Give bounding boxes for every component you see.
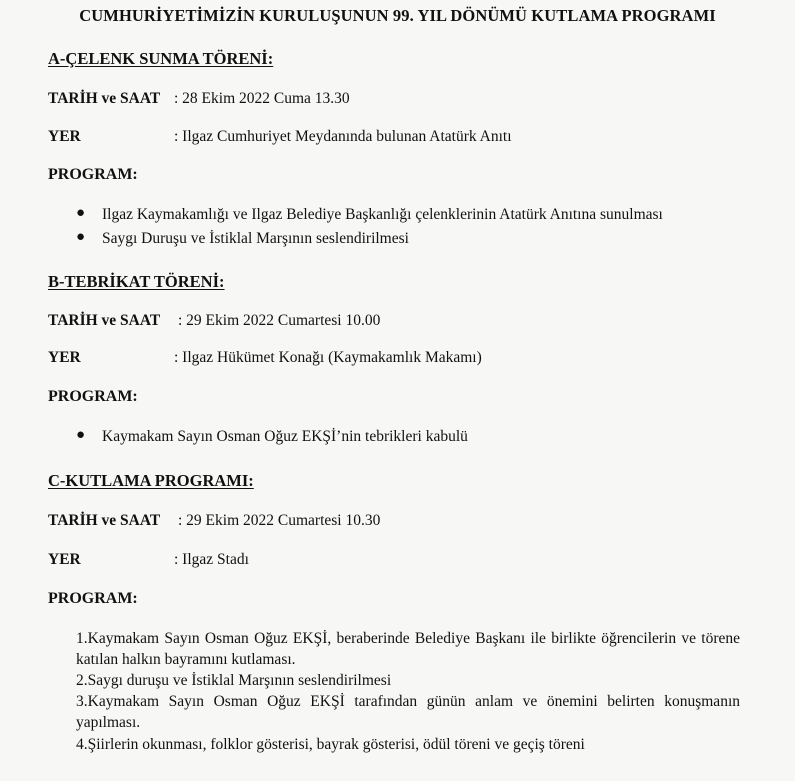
date-time-label: TARİH ve SAAT xyxy=(48,312,161,329)
section-c-date-value: : 29 Ekim 2022 Cumartesi 10.30 xyxy=(178,512,381,529)
section-a-place-value: : Ilgaz Cumhuriyet Meydanında bulunan Atatürk Anıtı xyxy=(174,128,512,145)
section-c-item-4: 4.Şiirlerin okunması, folklor gösterisi, bayrak gösterisi, ödül töreni ve geçiş töreni xyxy=(76,736,585,753)
section-c-item-3: 3.Kaymakam Sayın Osman Oğuz EKŞİ tarafından günün anlam ve önemini belirten konuşmanın yapılması. xyxy=(76,693,740,731)
section-b-place-value: : Ilgaz Hükümet Konağı (Kaymakamlık Makamı) xyxy=(174,349,482,366)
date-time-label: TARİH ve SAAT xyxy=(48,90,161,107)
document-page: CUMHURİYETİMİZİN KURULUŞUNUN 99. YIL DÖNÜMÜ KUTLAMA PROGRAMI A-ÇELENK SUNMA TÖRENİ: TARİH ve SAAT : 28 Ekim 2022 Cuma 13.30 YER : Ilgaz Cumhuriyet Meydanında bulunan Atatürk Anıtı PROGRAM: ● Ilgaz Kaymakamlığı ve Ilgaz Belediye Başkanlığı çelenklerinin Atatürk Anıtına sunulması ● Saygı Duruşu ve İstiklal Marşının seslendirilmesi B-TEBRİKAT TÖRENİ: TARİH ve SAAT : 29 Ekim 2022 Cumartesi 10.00 YER : Ilgaz Hükümet Konağı (Kaymakamlık Makamı) PROGRAM: ● Kaymakam Sayın Osman Oğuz EKŞİ’nin tebrikleri kabulü C-KUTLAMA PROGRAMI: TARİH ve SAAT : 29 Ekim 2022 Cumartesi 10.30 YER : Ilgaz Stadı PROGRAM: 1.Kaymakam Sayın Osman Oğuz EKŞİ, beraberinde Belediye Başkanı ile birlikte öğrencilerin ve törene katılan halkın bayramını kutlaması. 2.Saygı duruşu ve İstiklal Marşının seslendirilmesi 3.Kaymakam Sayın Osman Oğuz EKŞİ tarafından günün anlam ve önemini belirten konuşmanın yapılması. 4.Şiirlerin okunması, folklor gösterisi, bayrak gösterisi, ödül töreni ve geçiş töreni xyxy=(0,0,795,781)
bullet-icon: ● xyxy=(76,229,86,245)
section-a-heading: A-ÇELENK SUNMA TÖRENİ: xyxy=(48,49,274,68)
date-time-label: TARİH ve SAAT xyxy=(48,512,161,529)
place-label: YER xyxy=(48,349,81,366)
section-a-date-value: : 28 Ekim 2022 Cuma 13.30 xyxy=(174,90,350,107)
place-label: YER xyxy=(48,128,81,145)
place-label: YER xyxy=(48,551,81,568)
section-b-program-label: PROGRAM: xyxy=(48,388,138,405)
section-c-item-1: 1.Kaymakam Sayın Osman Oğuz EKŞİ, beraberinde Belediye Başkanı ile birlikte öğrencilerin ve törene katılan halkın bayramını kutlaması. xyxy=(76,630,740,668)
section-c-item-2: 2.Saygı duruşu ve İstiklal Marşının seslendirilmesi xyxy=(76,672,392,689)
section-c-place-value: : Ilgaz Stadı xyxy=(174,551,249,568)
section-c-heading: C-KUTLAMA PROGRAMI: xyxy=(48,471,254,490)
section-c-program-label: PROGRAM: xyxy=(48,590,138,607)
section-b-date-value: : 29 Ekim 2022 Cumartesi 10.00 xyxy=(178,312,381,329)
section-a-program-label: PROGRAM: xyxy=(48,166,138,183)
section-b-heading: B-TEBRİKAT TÖRENİ: xyxy=(48,272,225,291)
bullet-icon: ● xyxy=(76,205,86,221)
document-title: CUMHURİYETİMİZİN KURULUŞUNUN 99. YIL DÖNÜMÜ KUTLAMA PROGRAMI xyxy=(79,6,716,25)
bullet-icon: ● xyxy=(76,427,86,443)
